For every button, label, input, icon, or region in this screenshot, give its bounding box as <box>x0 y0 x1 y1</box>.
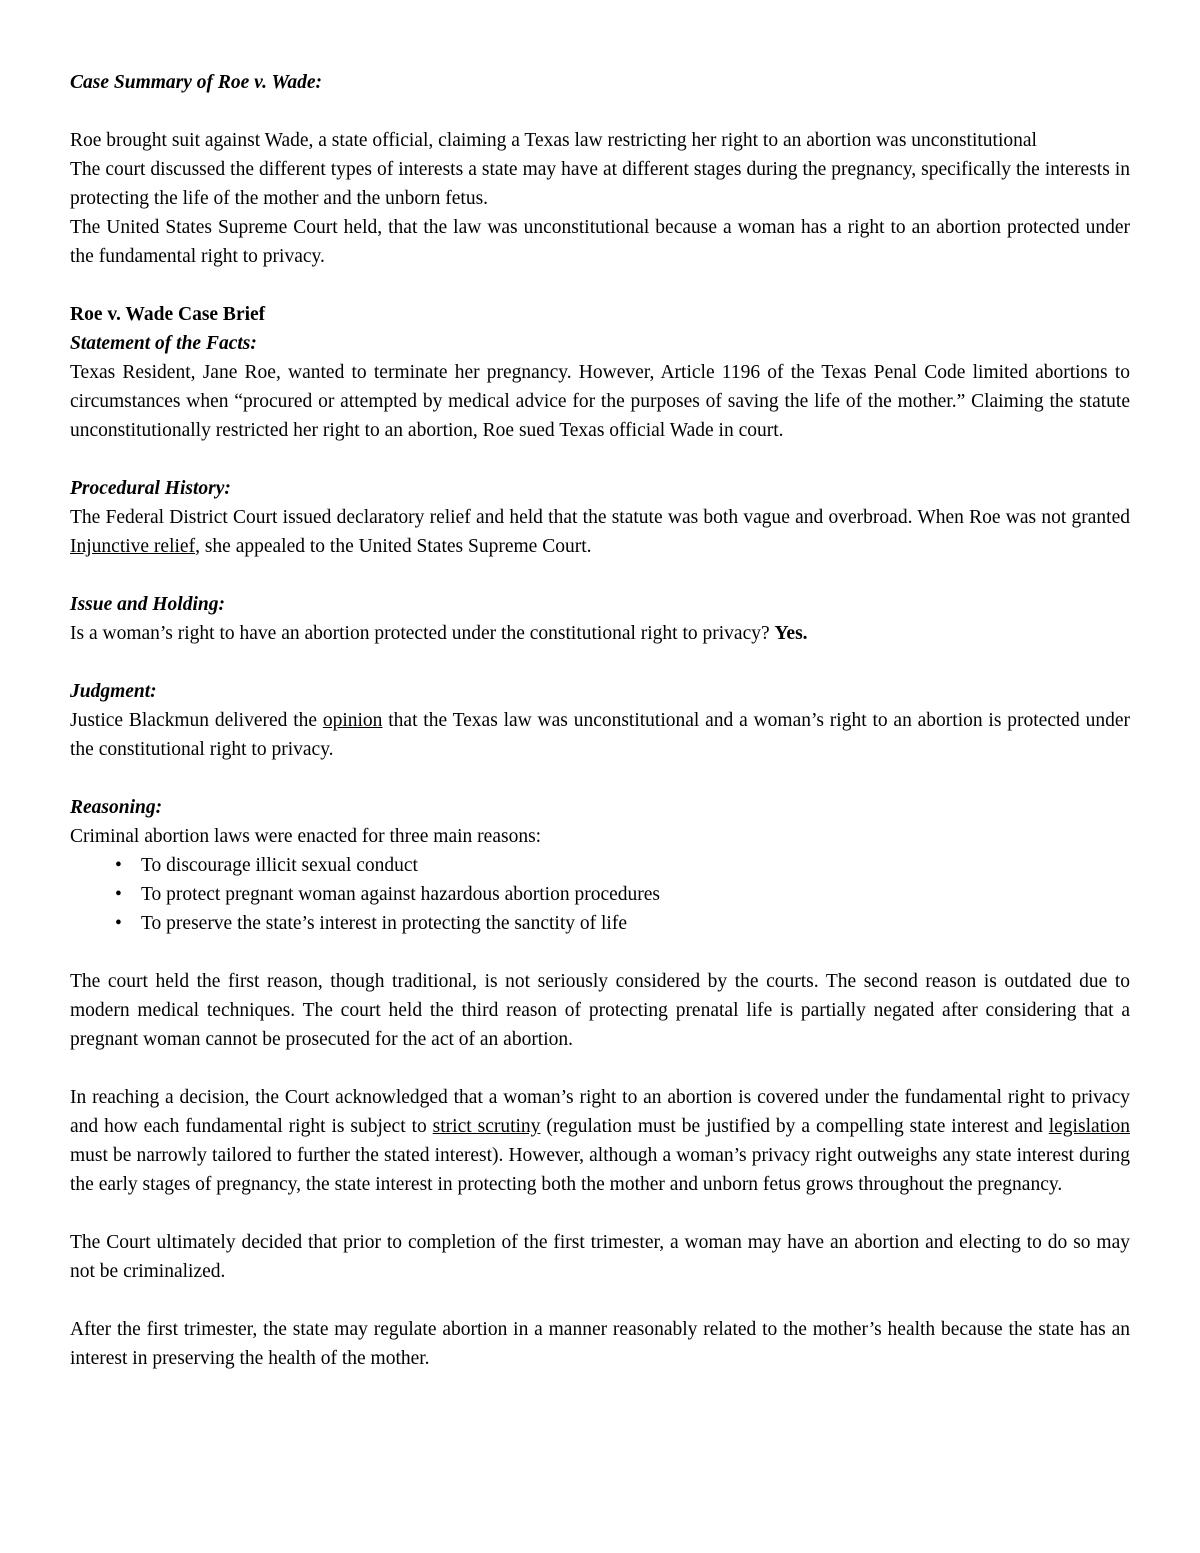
document-page <box>70 68 1130 1373</box>
list-item: • To discourage illicit sexual conduct <box>70 851 1130 880</box>
summary-paragraph-3: The United States Supreme Court held, that the law was unconstitutional because a woman has a right to an abortion protected under the fundamental right to privacy. <box>70 217 1130 267</box>
reasoning-paragraph-2: In reaching a decision, the Court acknowledged that a woman’s right to an abortion is covered under the fundamental right to privacy and how each fundamental right is subject to strict scrutiny (regulation must be justified by a compelling state interest and legislation must be narrowly tailored to further the stated interest). However, although a woman’s privacy right outweighs any state interest during the early stages of pregnancy, the state interest in protecting both the mother and unborn fetus grows throughout the pregnancy. <box>70 1087 1130 1195</box>
history-heading: Procedural History: <box>70 478 231 499</box>
judgment-heading: Judgment: <box>70 681 157 702</box>
reasoning-paragraph-4: After the first trimester, the state may regulate abortion in a manner reasonably related to the mother’s health because the state has an interest in preserving the health of the mother. <box>70 1319 1130 1369</box>
summary-heading: Case Summary of Roe v. Wade: <box>70 72 323 93</box>
reasoning-heading: Reasoning: <box>70 797 163 818</box>
judgment-text-before: Justice Blackmun delivered the <box>70 710 323 731</box>
summary-paragraph-2: The court discussed the different types of interests a state may have at different stages during the pregnancy, specifically the interests in protecting the life of the mother and the unborn fetus. <box>70 159 1130 209</box>
facts-heading: Statement of the Facts: <box>70 333 257 354</box>
reasoning-paragraph-1: The court held the first reason, though traditional, is not seriously considered by the courts. The second reason is outdated due to modern medical techniques. The court held the third reason of protecting prenatal life is partially negated after considering that a pregnant woman cannot be prosecuted for the act of an abortion. <box>70 971 1130 1050</box>
bullet-icon: • <box>115 855 122 876</box>
list-item: • To protect pregnant woman against hazardous abortion procedures <box>70 880 1130 909</box>
opinion-link[interactable]: opinion <box>322 710 383 731</box>
judgment-text-after: that the Texas law was unconstitutional and a woman’s right to an abortion is protected under the constitutional right to privacy. <box>70 710 1131 760</box>
reasoning-paragraph-3: The Court ultimately decided that prior to completion of the first trimester, a woman may have an abortion and electing to do so may not be criminalized. <box>70 1232 1130 1282</box>
brief-title: Roe v. Wade Case Brief <box>70 304 266 325</box>
issue-answer: Yes. <box>774 623 808 644</box>
legislation-link[interactable]: legislation <box>1048 1116 1130 1137</box>
history-text-before: The Federal District Court issued declaratory relief and held that the statute was both vague and overbroad. When Roe was not granted <box>70 507 1130 528</box>
issue-text <box>70 619 1130 648</box>
injunctive-relief-link[interactable]: Injunctive relief <box>70 536 196 557</box>
bullet-icon: • <box>115 884 122 905</box>
list-item: • To preserve the state’s interest in protecting the sanctity of life <box>70 909 1130 938</box>
facts-text: Texas Resident, Jane Roe, wanted to terminate her pregnancy. However, Article 1196 of the Texas Penal Code limited abortions to circumstances when “procured or attempted by medical advice for the purposes of saving the life of the mother.” Claiming the statute unconstitutionally restricted her right to an abortion, Roe sued Texas official Wade in court. <box>70 362 1130 441</box>
reasons-list <box>70 851 1130 938</box>
strict-scrutiny-link[interactable]: strict scrutiny <box>432 1116 541 1137</box>
summary-paragraph-1: Roe brought suit against Wade, a state official, claiming a Texas law restricting her right to an abortion was unconstitutional <box>70 130 1037 151</box>
issue-heading: Issue and Holding: <box>70 594 225 615</box>
bullet-icon: • <box>115 913 122 934</box>
history-text <box>70 503 1130 561</box>
history-text-after: , she appealed to the United States Supreme Court. <box>195 536 592 557</box>
reasoning-intro: Criminal abortion laws were enacted for three main reasons: <box>70 826 542 847</box>
judgment-text <box>70 706 1130 764</box>
issue-question: Is a woman’s right to have an abortion protected under the constitutional right to privacy? <box>70 623 775 644</box>
